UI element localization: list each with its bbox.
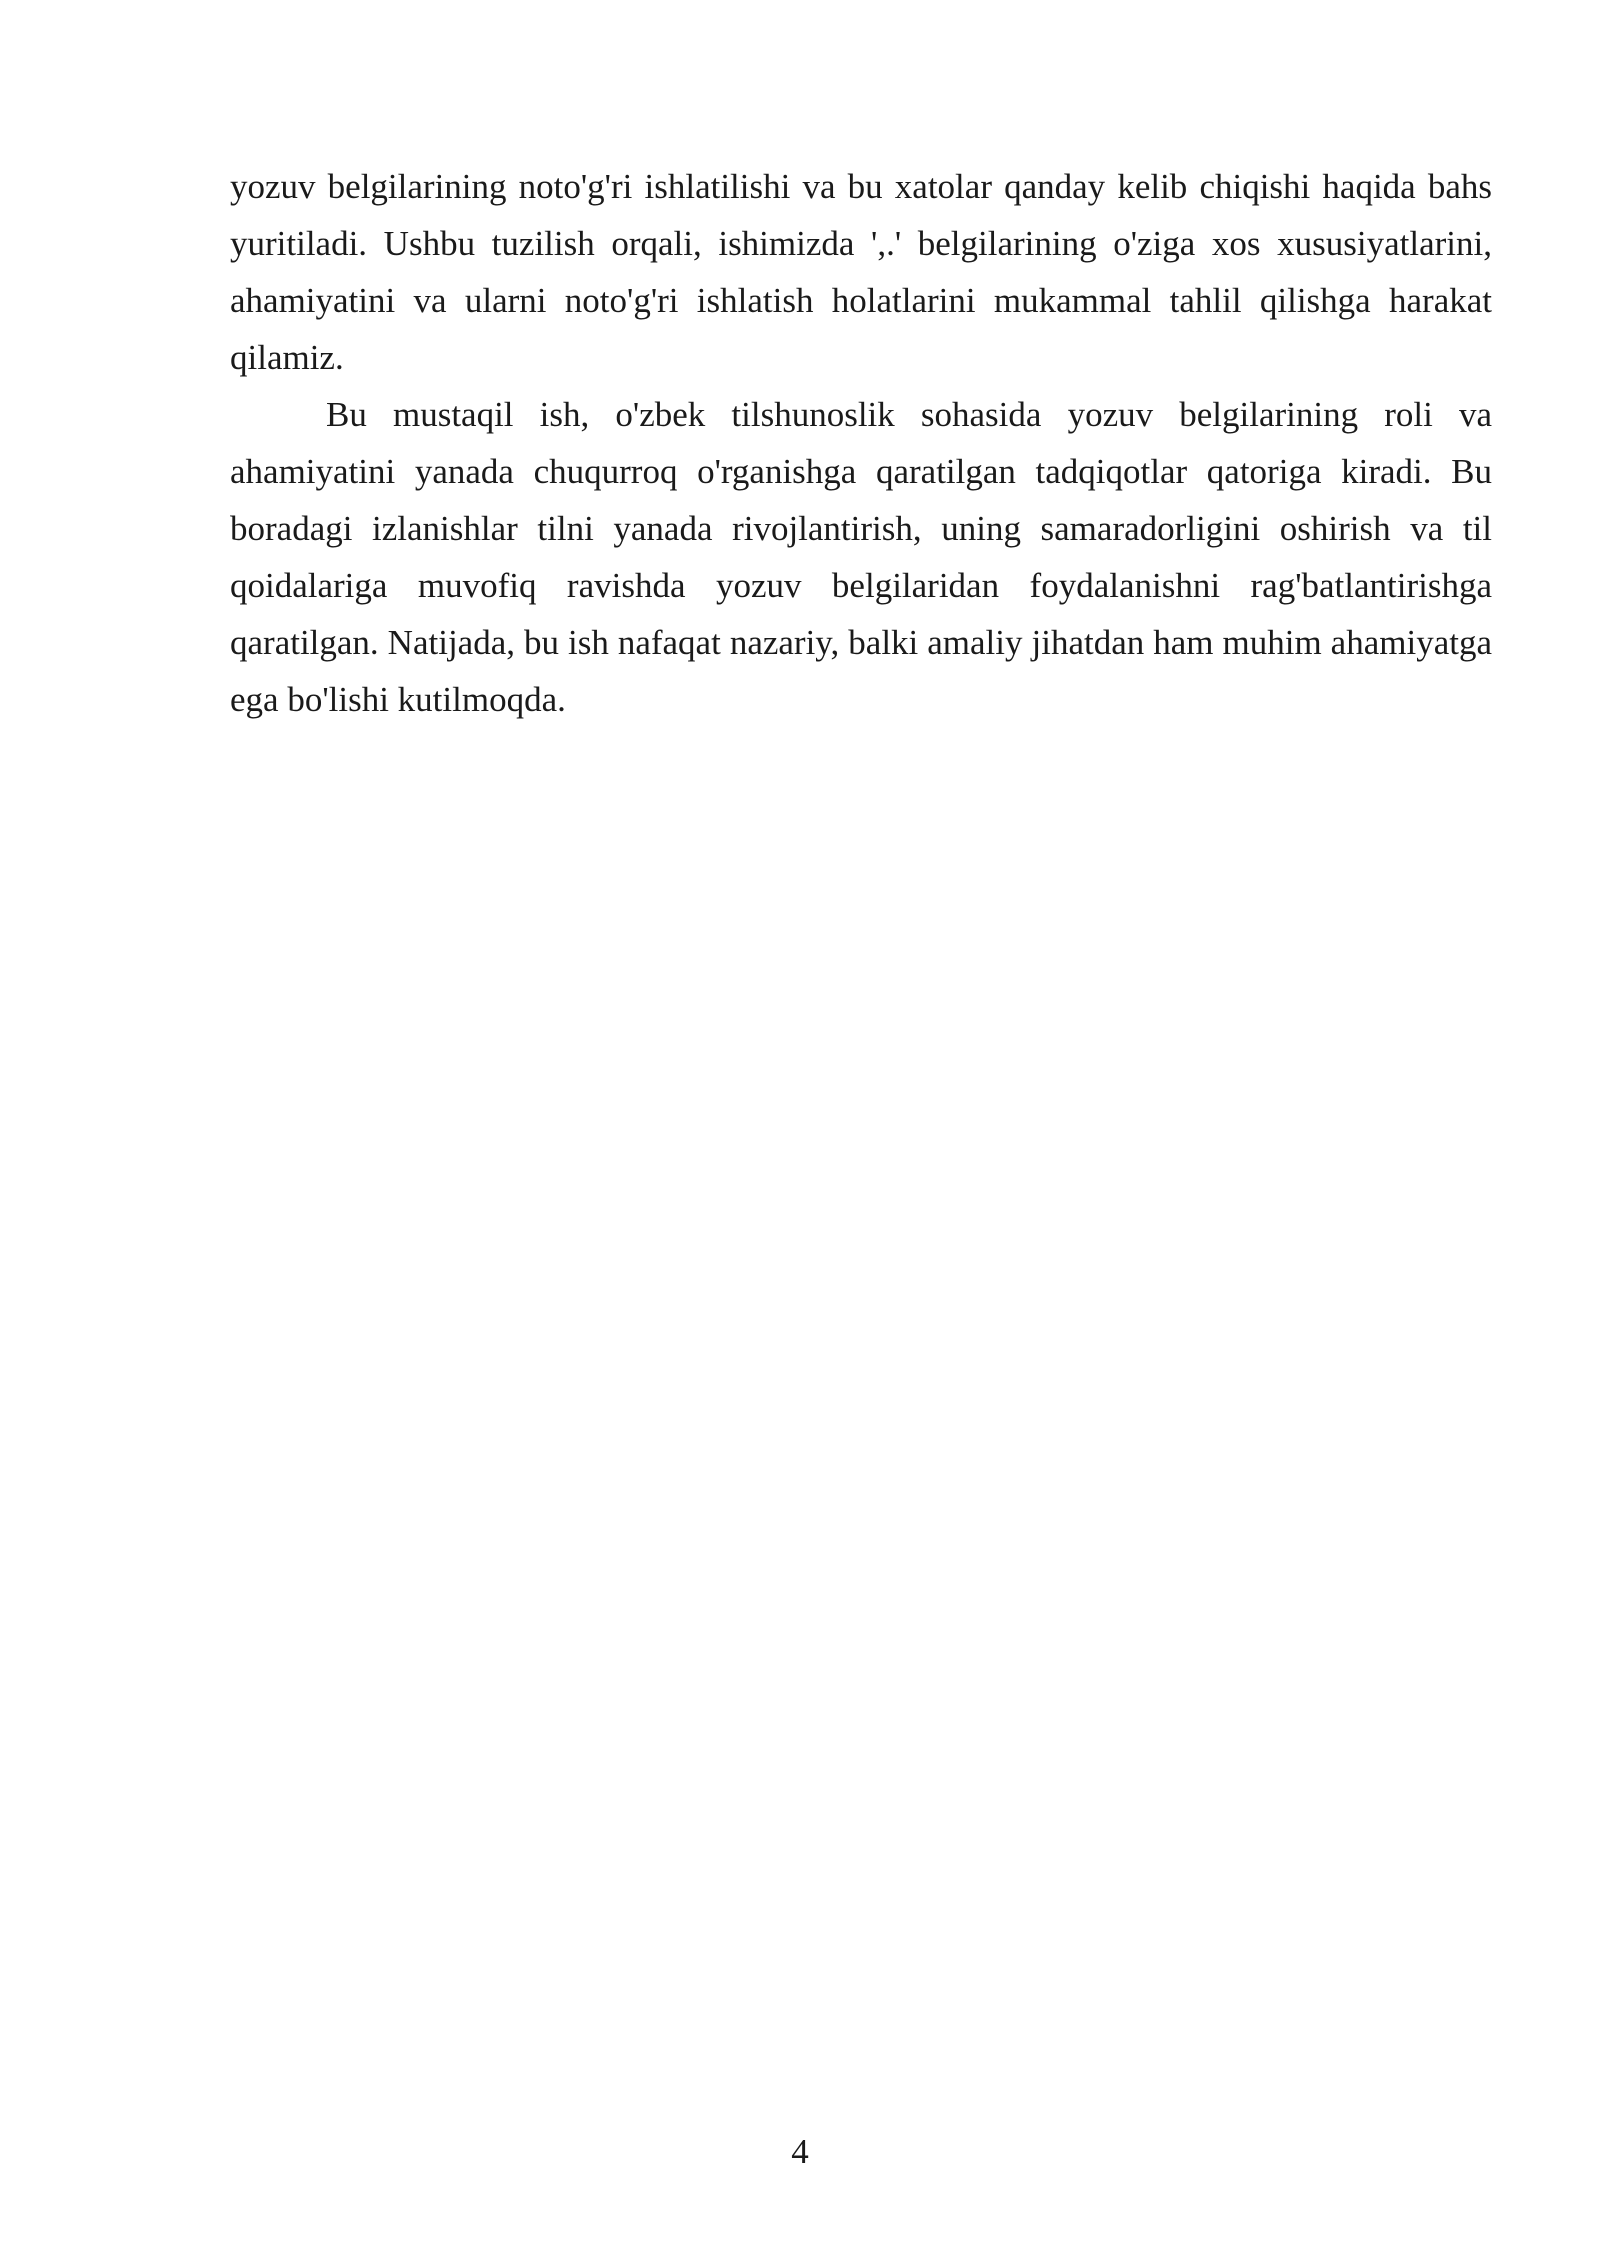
body-text — [230, 158, 1492, 728]
page-number: 4 — [791, 2132, 809, 2171]
paragraph-mustaqil-ish: Bu mustaqil ish, o'zbek tilshunoslik sohasida yozuv belgilarining roli va ahamiyatini yanada chuqurroq o'rganishga qaratilgan tadqiqotlar qatoriga kiradi. Bu boradagi izlanishlar tilni yanada rivojlantirish, uning samaradorligini oshirish va til qoidalariga muvofiq ravishda yozuv belgilaridan foydalanishni rag'batlantirishga qaratilgan. Natijada, bu ish nafaqat nazariy, balki amaliy jihatdan ham muhim ahamiyatga ega bo'lishi kutilmoqda. — [230, 395, 1492, 719]
paragraph-continuation: yozuv belgilarining noto'g'ri ishlatilishi va bu xatolar qanday kelib chiqishi haqida bahs yuritiladi. Ushbu tuzilish orqali, ishimizda ',.' belgilarining o'ziga xos xususiyatlarini, ahamiyatini va ularni noto'g'ri ishlatish holatlarini mukammal tahlil qilishga harakat qilamiz. — [230, 167, 1492, 377]
